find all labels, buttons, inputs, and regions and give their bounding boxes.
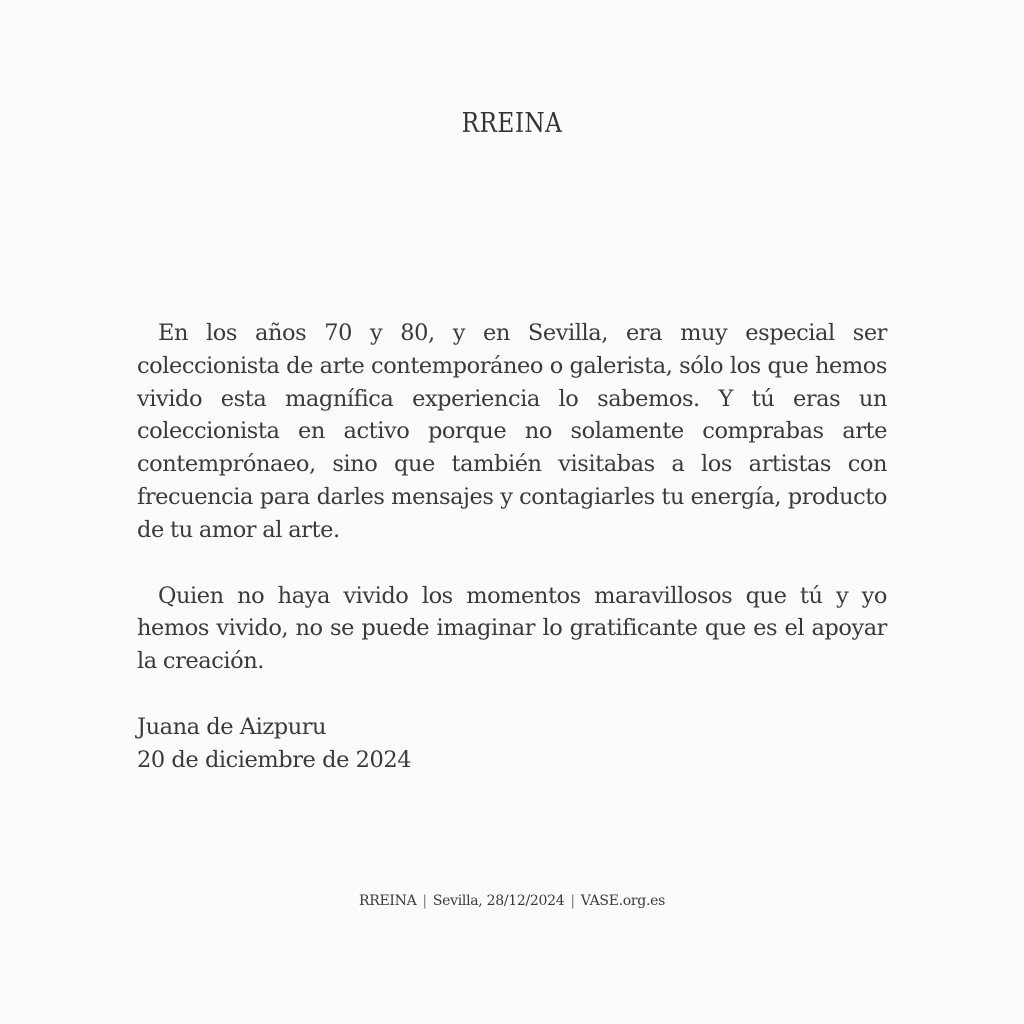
letter-body <box>137 317 887 777</box>
footer <box>0 893 1024 909</box>
page-title: RREINA <box>461 108 563 139</box>
body-paragraph: Quien no haya vivido los momentos maravillosos que tú y yo hemos vivido, no se puede imaginar lo gratificante que es el apoyar la creación. <box>137 582 887 675</box>
signature-block <box>137 711 887 777</box>
footer-place-date: Sevilla, 28/12/2024 <box>432 893 565 909</box>
body-paragraph: En los años 70 y 80, y en Sevilla, era muy especial ser coleccionista de arte contemporáneo o galerista, sólo los que hemos vivido esta magnífica experiencia lo sabemos. Y tú eras un coleccionista en activo porque no solamente comprabas arte contemprónaeo, sino que también visitabas a los artistas con frecuencia para darles mensajes y contagiarles tu energía, producto de tu amor al arte. <box>137 320 887 543</box>
signature-name: Juana de Aizpuru <box>137 713 327 740</box>
footer-separator: | <box>422 893 427 909</box>
signature-date: 20 de diciembre de 2024 <box>137 746 412 773</box>
footer-name: RREINA <box>359 893 417 909</box>
footer-site-link[interactable]: VASE.org.es <box>580 893 665 909</box>
footer-separator: | <box>570 893 575 909</box>
